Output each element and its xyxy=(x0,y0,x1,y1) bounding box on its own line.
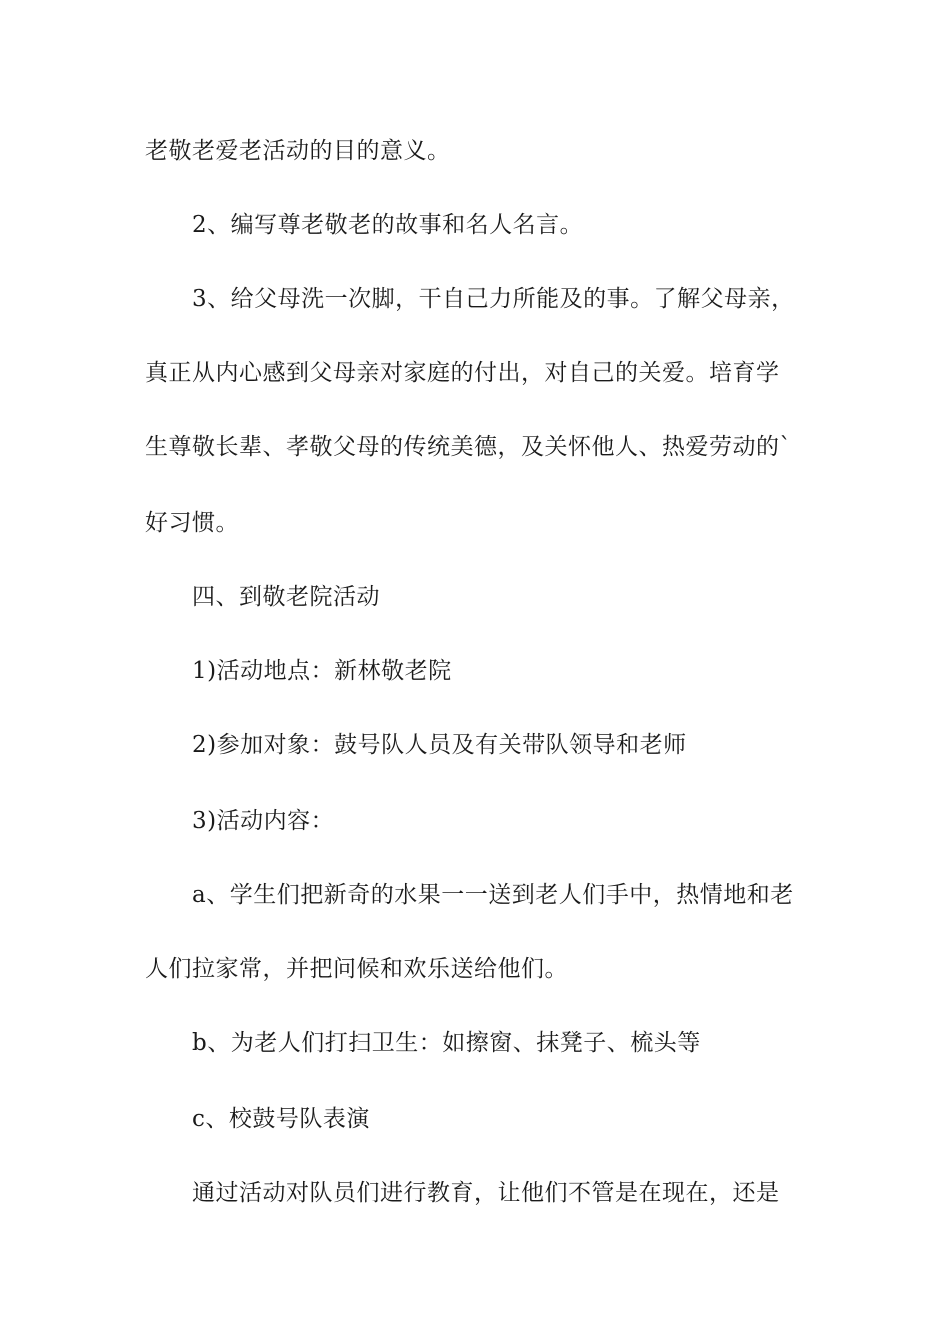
section-heading: 四、到敬老院活动 xyxy=(192,584,380,610)
paragraph-line: 老敬老爱老活动的目的意义。 xyxy=(145,138,451,164)
paragraph-line: 好习惯。 xyxy=(145,510,239,536)
paragraph-line: 生尊敬长辈、孝敬父母的传统美德，及关怀他人、热爱劳动的` xyxy=(145,434,792,460)
list-item: c、校鼓号队表演 xyxy=(192,1106,370,1132)
list-item: 3)活动内容： xyxy=(192,808,335,834)
paragraph-line: 2、编写尊老敬老的故事和名人名言。 xyxy=(192,212,584,238)
list-item: b、为老人们打扫卫生：如擦窗、抹凳子、梳头等 xyxy=(192,1030,701,1056)
paragraph-line: 通过活动对队员们进行教育，让他们不管是在现在，还是 xyxy=(192,1180,780,1206)
paragraph-line: 人们拉家常，并把问候和欢乐送给他们。 xyxy=(145,956,568,982)
paragraph-line: 真正从内心感到父母亲对家庭的付出，对自己的关爱。培育学 xyxy=(145,360,780,386)
list-item: 1)活动地点：新林敬老院 xyxy=(192,658,452,684)
list-item: a、学生们把新奇的水果一一送到老人们手中，热情地和老 xyxy=(192,882,794,908)
list-item: 2)参加对象：鼓号队人员及有关带队领导和老师 xyxy=(192,732,687,758)
paragraph-line: 3、给父母洗一次脚，干自己力所能及的事。了解父母亲， xyxy=(192,286,795,312)
